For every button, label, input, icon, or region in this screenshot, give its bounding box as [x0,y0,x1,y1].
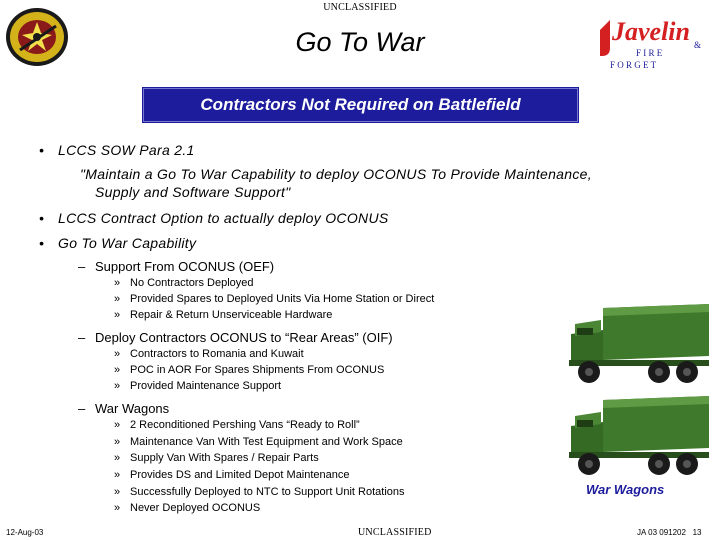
footer-date: 12-Aug-03 [6,528,44,537]
list-item: » Never Deployed OCONUS [114,502,261,514]
sub-heading-oif: – Deploy Contractors OCONUS to “Rear Areas” (OIF) [78,330,393,345]
page-title: Go To War [295,27,425,57]
list-item: » Maintenance Van With Test Equipment and Work Space [114,436,403,448]
list-item: » Provides DS and Limited Depot Maintenance [114,469,350,481]
list-item: » No Contractors Deployed [114,277,254,289]
bullet-sow: • LCCS SOW Para 2.1 [39,142,195,158]
truck-image-bottom [563,392,713,480]
list-item: » Provided Maintenance Support [114,380,282,392]
bullet-dot: • [39,142,45,158]
sow-quote-line2: Supply and Software Support" [95,184,291,200]
logo-wordmark: Javelin [612,17,690,46]
sow-quote-line1: "Maintain a Go To War Capability to deploy OCONUS To Provide Maintenance, [80,166,592,182]
bullet-go-to-war: • Go To War Capability [39,235,197,251]
logo-amp: & [694,40,702,50]
list-item: » POC in AOR For Spares Shipments From OCONUS [114,364,385,376]
list-item: » 2 Reconditioned Pershing Vans “Ready to Roll” [114,419,360,431]
classification-top: UNCLASSIFIED [323,2,397,13]
list-item: » Successfully Deployed to NTC to Support Unit Rotations [114,486,405,498]
banner-text: Contractors Not Required on Battlefield [200,95,521,114]
section-banner [143,88,578,122]
footer-ref [637,528,702,537]
list-item: » Contractors to Romania and Kuwait [114,348,304,360]
footer-doc-ref: JA 03 091202 [637,528,686,537]
javelin-logo [596,10,716,72]
sub-heading-war-wagons: – War Wagons [78,401,170,416]
logo-forget: F O R G E T [610,60,657,70]
list-item: » Provided Spares to Deployed Units Via Home Station or Direct [114,293,435,305]
list-item: » Repair & Return Unserviceable Hardware [114,309,333,321]
bullet-contract-option: • LCCS Contract Option to actually deploy OCONUS [39,210,389,226]
bullet-dot: • [39,210,45,226]
classification-bottom: UNCLASSIFIED [358,527,432,538]
truck-image-top [563,300,713,388]
sub-heading-oef: – Support From OCONUS (OEF) [78,259,275,274]
page-number: 13 [692,528,702,537]
list-item: » Supply Van With Spares / Repair Parts [114,452,319,464]
logo-fire: F I R E [636,48,663,58]
image-caption: War Wagons [586,482,665,497]
javelin-logo-graphic [596,10,716,72]
bullet-dot: • [39,235,45,251]
